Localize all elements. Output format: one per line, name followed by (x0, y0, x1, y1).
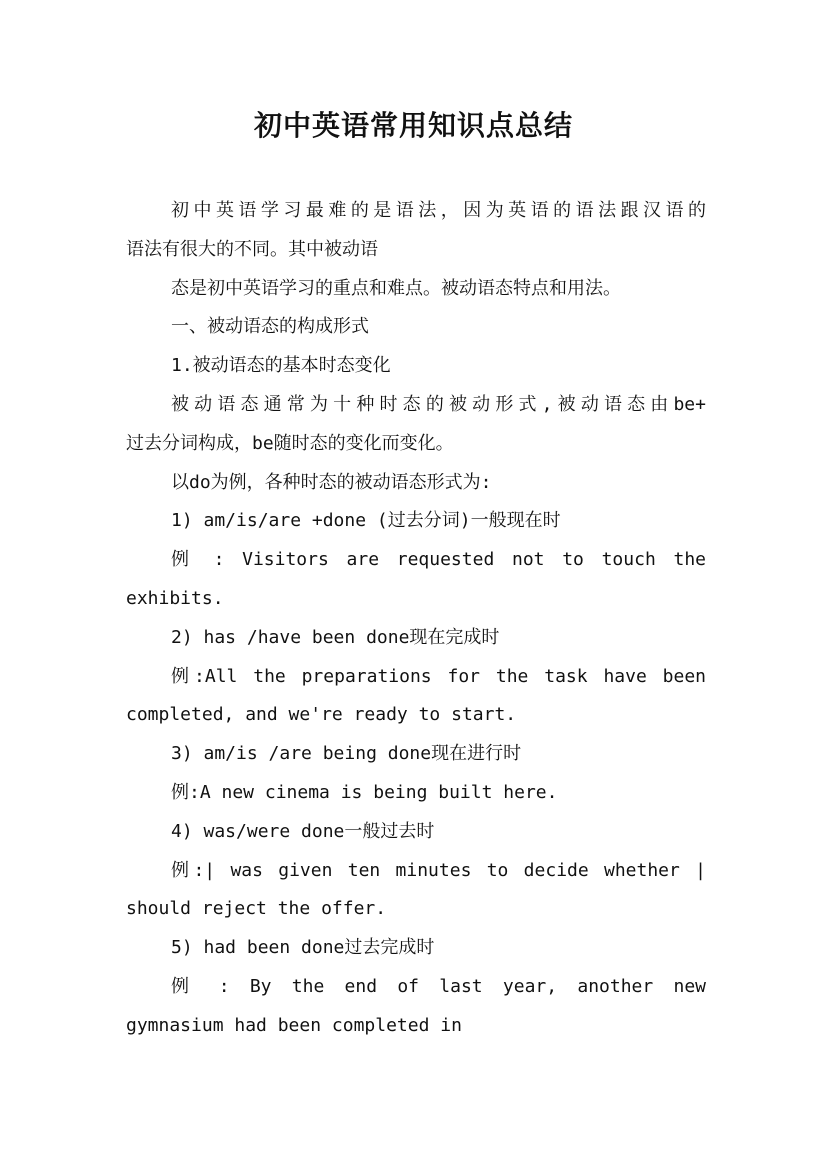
paragraph-line: 态是初中英语学习的重点和难点。被动语态特点和用法。 (171, 277, 621, 299)
example-line: 例:| was given ten minutes to decide whether | (171, 859, 706, 881)
paragraph-line: 语法有很大的不同。其中被动语 (126, 238, 378, 260)
example-line: 例:All the preparations for the task have been (171, 665, 706, 687)
paragraph-line: 初中英语学习最难的是语法，因为英语的语法跟汉语的 (171, 200, 706, 221)
document-title: 初中英语常用知识点总结 (253, 109, 573, 142)
section-heading: 一、被动语态的构成形式 (171, 316, 369, 338)
document-body (126, 192, 706, 1046)
example-line: 例:A new cinema is being built here. (171, 781, 558, 803)
tense-item: 3) am/is /are being done现在进行时 (171, 743, 522, 765)
example-line: completed, and we're ready to start. (126, 704, 517, 726)
example-line: should reject the offer. (126, 898, 387, 920)
paragraph-line: 被动语态通常为十种时态的被动形式,被动语态由be+ (171, 393, 706, 415)
paragraph-line: 以do为例，各种时态的被动语态形式为: (171, 471, 492, 493)
tense-item: 5) had been done过去完成时 (171, 937, 435, 959)
subsection-heading: 1.被动语态的基本时态变化 (171, 355, 391, 377)
example-line: exhibits. (126, 587, 224, 609)
tense-item: 2) has /have been done现在完成时 (171, 626, 500, 648)
tense-item: 4) was/were done一般过去时 (171, 820, 435, 842)
example-line: gymnasium had been completed in (126, 1014, 462, 1036)
tense-item: 1) am/is/are +done (过去分词)一般现在时 (171, 510, 561, 532)
paragraph-line: 过去分词构成，be随时态的变化而变化。 (126, 432, 454, 454)
example-line: 例 : Visitors are requested not to touch the (171, 549, 706, 571)
example-line: 例 : By the end of last year, another new (171, 975, 706, 997)
